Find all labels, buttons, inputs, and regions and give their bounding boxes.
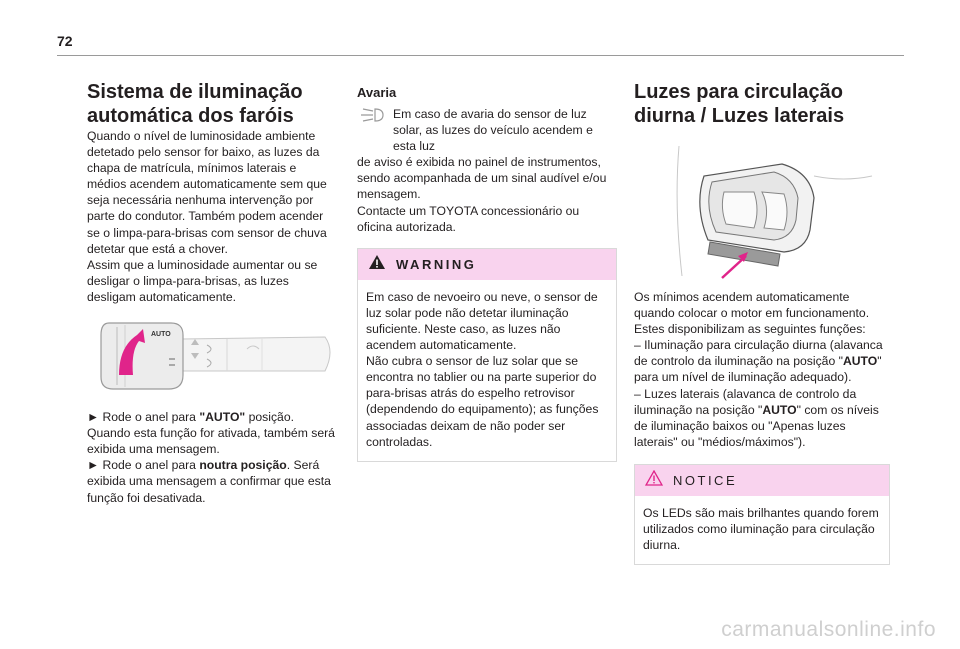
footer-watermark[interactable]: carmanualsonline.info bbox=[721, 618, 936, 641]
section-title-daytime-lights: Luzes para circulação diurna / Luzes laterais bbox=[634, 81, 845, 127]
daytime-paragraph-2: Estes disponibilizam as seguintes funções: bbox=[634, 322, 866, 337]
instruction-step-1 bbox=[87, 409, 337, 457]
warning-header bbox=[358, 249, 616, 280]
page-number: 72 bbox=[57, 33, 73, 49]
step-1-text-end: posição. Quando esta função for ativada, também será exibida uma mensagem. bbox=[87, 410, 335, 457]
avaria-heading: Avaria bbox=[357, 85, 397, 100]
notice-body bbox=[635, 496, 889, 564]
daytime-item-2 bbox=[634, 386, 890, 450]
warning-title: WARNING bbox=[396, 256, 477, 272]
step-2-text: ► Rode o anel para bbox=[87, 458, 200, 473]
auto-lighting-paragraph-2: Assim que a luminosidade aumentar ou se desligar o limpa-para-brisas, as luzes desligam automaticamente. bbox=[87, 257, 318, 304]
step-1-text: ► Rode o anel para bbox=[87, 410, 200, 425]
step-2-text-end: . Será exibida uma mensagem a confirmar que esta função foi desativada. bbox=[87, 458, 331, 505]
daytime-paragraph-1: Os mínimos acendem automaticamente quando colocar o motor em funcionamento. bbox=[634, 290, 870, 321]
notice-box bbox=[634, 464, 890, 565]
column-avaria bbox=[357, 85, 617, 462]
item-2-bold: AUTO bbox=[762, 402, 797, 417]
warning-box bbox=[357, 248, 617, 462]
avaria-lead: Em caso de avaria do sensor de luz solar, as luzes do veículo acendem e esta luz bbox=[393, 107, 593, 154]
item-1-bold: AUTO bbox=[842, 354, 878, 369]
warning-body bbox=[358, 280, 616, 461]
auto-lighting-paragraph-1: Quando o nível de luminosidade ambiente detetado pelo sensor for baixo, as luzes da chapa de matrícula, mínimos laterais e médios acendem automaticamente sem que seja necessária nenhuma intervenção por parte do condutor. Também podem acender se o limpa-para-brisas com sensor de chuva detetar que está a chover. bbox=[87, 129, 327, 256]
item-2-text: – Luzes laterais (alavanca de controlo da iluminação na posição " bbox=[634, 386, 857, 417]
stalk-auto-label: AUTO bbox=[151, 331, 171, 339]
section-title-auto-lighting: Sistema de iluminação automática dos faróis bbox=[87, 81, 303, 127]
step-1-bold: "AUTO" bbox=[199, 410, 246, 425]
light-stalk-drawing bbox=[87, 315, 337, 397]
column-daytime-lights bbox=[634, 80, 890, 565]
notice-text: Os LEDs são mais brilhantes quando forem utilizados como iluminação para circulação diurna. bbox=[643, 505, 879, 553]
instruction-step-2 bbox=[87, 457, 337, 505]
notice-triangle-icon bbox=[645, 470, 663, 491]
item-1-text: – Iluminação para circulação diurna (alavanca de controlo da iluminação na posição " bbox=[634, 338, 883, 369]
step-2-bold: noutra posição bbox=[199, 458, 287, 473]
column-auto-lighting bbox=[87, 80, 337, 506]
warning-paragraph-1: Em caso de nevoeiro ou neve, o sensor de luz solar pode não detetar iluminação suficiente. Neste caso, as luzes não acendem automaticamente. bbox=[366, 289, 598, 353]
top-rule bbox=[57, 55, 904, 56]
item-1-text-end: " para um nível de iluminação adequado). bbox=[634, 354, 882, 385]
warning-paragraph-2: Não cubra o sensor de luz solar que se encontra no tablier ou na parte superior do para-brisas atrás do espelho retrovisor (dependendo do equipamento); as funções associadas deixam de não poder ser controladas. bbox=[366, 354, 599, 449]
notice-title: NOTICE bbox=[673, 472, 738, 488]
avaria-paragraph: de aviso é exibida no painel de instrumentos, sendo acompanhada de um sinal audível e/ou mensagem. bbox=[357, 155, 607, 202]
notice-header bbox=[635, 465, 889, 496]
warning-triangle-icon bbox=[368, 254, 386, 275]
light-stalk-illustration bbox=[87, 315, 337, 397]
headlamp-drawing bbox=[634, 136, 890, 286]
item-2-text-end: " com os níveis de iluminação baixos ou "Apenas luzes laterais" ou "médios/máximos"). bbox=[634, 402, 879, 449]
headlamp-illustration bbox=[634, 136, 890, 286]
avaria-contact: Contacte um TOYOTA concessionário ou oficina autorizada. bbox=[357, 203, 580, 234]
headlamp-warning-icon bbox=[357, 106, 393, 154]
avaria-lead-row bbox=[357, 106, 617, 154]
daytime-item-1 bbox=[634, 337, 890, 385]
